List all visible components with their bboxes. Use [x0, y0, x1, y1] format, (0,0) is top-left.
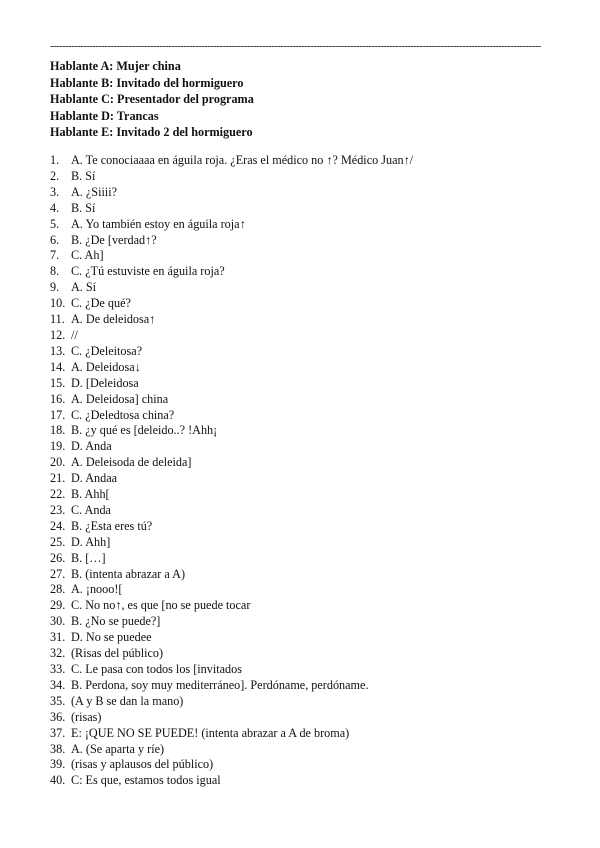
line-number: 5. — [50, 216, 60, 231]
line-number: 23. — [50, 502, 66, 517]
transcript-line — [50, 503, 413, 519]
line-number: 21. — [50, 471, 66, 486]
line-text: C. ¿De qué? — [71, 296, 131, 311]
transcript-line — [50, 630, 413, 646]
line-text: D. Andaa — [71, 471, 118, 486]
transcript-line — [50, 487, 413, 503]
transcript-line — [50, 551, 413, 567]
line-number: 8. — [50, 264, 60, 279]
transcript-line — [50, 567, 413, 583]
line-text: D. Anda — [71, 439, 112, 454]
line-number: 32. — [50, 646, 66, 661]
line-text: B. Sí — [71, 168, 96, 183]
line-number: 35. — [50, 693, 66, 708]
line-text: A. Sí — [71, 280, 97, 295]
line-number: 31. — [50, 630, 66, 645]
line-text: B. ¿No se puede?] — [71, 614, 161, 629]
line-text: B. ¿Esta eres tú? — [71, 518, 153, 533]
line-text: C. Le pasa con todos los [invitados — [71, 662, 242, 676]
line-text: A. Deleisoda de deleida] — [71, 455, 192, 470]
line-number: 7. — [50, 248, 60, 263]
transcript-line — [50, 217, 413, 233]
transcript — [50, 153, 413, 789]
line-text: A. Deleidosa] china — [71, 391, 169, 406]
transcript-line — [50, 773, 413, 789]
transcript-line — [50, 248, 413, 264]
line-text: C. ¿Deledtosa china? — [71, 407, 175, 422]
line-text: A. ¿Siiii? — [71, 184, 118, 199]
line-text: (A y B se dan la mano) — [71, 693, 184, 708]
line-text: (Risas del público) — [71, 646, 164, 661]
line-text: A. Deleidosa↓ — [71, 359, 141, 374]
line-text: A. Yo también estoy en águila roja↑ — [71, 216, 246, 231]
line-text: C. Anda — [71, 502, 111, 517]
line-number: 39. — [50, 757, 66, 772]
transcript-line — [50, 201, 413, 217]
line-text: C. No no↑, es que [no se puede tocar — [71, 598, 251, 613]
line-text: B. Sí — [71, 200, 96, 215]
line-number: 34. — [50, 677, 66, 692]
line-number: 19. — [50, 439, 66, 454]
line-number: 30. — [50, 614, 66, 629]
speaker-label: Hablante B: Invitado del hormiguero — [50, 75, 244, 90]
line-number: 6. — [50, 232, 60, 247]
line-number: 38. — [50, 741, 66, 756]
line-number: 20. — [50, 455, 66, 470]
transcript-line — [50, 376, 413, 392]
transcript-line — [50, 598, 413, 614]
line-text: (risas) — [71, 709, 102, 724]
line-text: A. (Se aparta y ríe) — [71, 741, 165, 756]
transcript-line — [50, 233, 413, 249]
line-text: D. No se puedee — [71, 630, 152, 645]
line-text: C. ¿Tú estuviste en águila roja? — [71, 264, 225, 279]
line-text: C. Ah] — [71, 248, 104, 263]
line-number: 10. — [50, 296, 66, 311]
transcript-line — [50, 535, 413, 551]
line-number: 12. — [50, 327, 66, 342]
speaker-label: Hablante E: Invitado 2 del hormiguero — [50, 125, 253, 140]
line-text: E: ¡QUE NO SE PUEDE! (intenta abrazar a A de broma) — [71, 725, 350, 740]
transcript-line — [50, 742, 413, 758]
transcript-line — [50, 678, 413, 694]
transcript-line — [50, 614, 413, 630]
line-number: 3. — [50, 184, 60, 199]
transcript-line — [50, 471, 413, 487]
line-number: 33. — [50, 662, 66, 676]
transcript-line — [50, 408, 413, 424]
line-number: 2. — [50, 168, 60, 183]
line-text: B. ¿De [verdad↑? — [71, 232, 157, 247]
transcript-line — [50, 344, 413, 360]
transcript-line — [50, 360, 413, 376]
transcript-line — [50, 328, 413, 344]
line-text: C: Es que, estamos todos igual — [71, 773, 221, 788]
line-number: 17. — [50, 407, 66, 422]
speaker-label: Hablante D: Trancas — [50, 108, 159, 123]
transcript-line — [50, 169, 413, 185]
line-number: 26. — [50, 550, 66, 565]
line-number: 1. — [50, 153, 60, 167]
line-number: 4. — [50, 200, 60, 215]
line-text: B. ¿y qué es [deleido..? !Ahh¡ — [71, 423, 218, 438]
transcript-line — [50, 646, 413, 662]
line-number: 22. — [50, 487, 66, 502]
line-text: A. ¡nooo![ — [71, 582, 123, 597]
transcript-line — [50, 185, 413, 201]
transcript-line — [50, 757, 413, 773]
line-number: 15. — [50, 375, 66, 390]
transcript-line — [50, 312, 413, 328]
line-number: 37. — [50, 725, 66, 740]
line-text: C. ¿Deleitosa? — [71, 343, 143, 358]
line-text: B. […] — [71, 550, 106, 565]
line-text: A. De deleidosa↑ — [71, 312, 156, 327]
line-number: 9. — [50, 280, 60, 295]
transcript-line — [50, 153, 413, 169]
line-number: 13. — [50, 343, 66, 358]
line-text: B. Ahh[ — [71, 487, 110, 502]
line-number: 16. — [50, 391, 66, 406]
line-text: D. Ahh] — [71, 534, 111, 549]
transcript-line — [50, 662, 413, 678]
line-text: A. Te conociaaaa en águila roja. ¿Eras el médico no ↑? Médico Juan↑/ — [71, 153, 414, 167]
transcript-line — [50, 296, 413, 312]
line-number: 14. — [50, 359, 66, 374]
transcript-line — [50, 519, 413, 535]
line-number: 18. — [50, 423, 66, 438]
transcript-line — [50, 439, 413, 455]
speaker-list — [50, 58, 254, 141]
line-text: B. Perdona, soy muy mediterráneo]. Perdóname, perdóname. — [71, 677, 369, 692]
transcript-line — [50, 726, 413, 742]
transcript-line — [50, 392, 413, 408]
line-number: 27. — [50, 566, 66, 581]
line-number: 28. — [50, 582, 66, 597]
line-number: 11. — [50, 312, 65, 327]
line-number: 24. — [50, 518, 66, 533]
dashed-separator: ------------------------------------------------------------------------------------------------------------------------------------------------------------------ — [50, 41, 541, 52]
transcript-line — [50, 264, 413, 280]
line-number: 36. — [50, 709, 66, 724]
line-number: 25. — [50, 534, 66, 549]
line-text: D. [Deleidosa — [71, 375, 139, 390]
transcript-line — [50, 694, 413, 710]
line-text: // — [71, 327, 78, 342]
transcript-line — [50, 280, 413, 296]
transcript-line — [50, 582, 413, 598]
transcript-line — [50, 455, 413, 471]
speaker-label: Hablante C: Presentador del programa — [50, 92, 254, 107]
transcript-line — [50, 423, 413, 439]
speaker-label: Hablante A: Mujer china — [50, 59, 181, 73]
transcript-line — [50, 710, 413, 726]
line-number: 40. — [50, 773, 66, 788]
line-number: 29. — [50, 598, 66, 613]
line-text: B. (intenta abrazar a A) — [71, 566, 186, 581]
line-text: (risas y aplausos del público) — [71, 757, 214, 772]
